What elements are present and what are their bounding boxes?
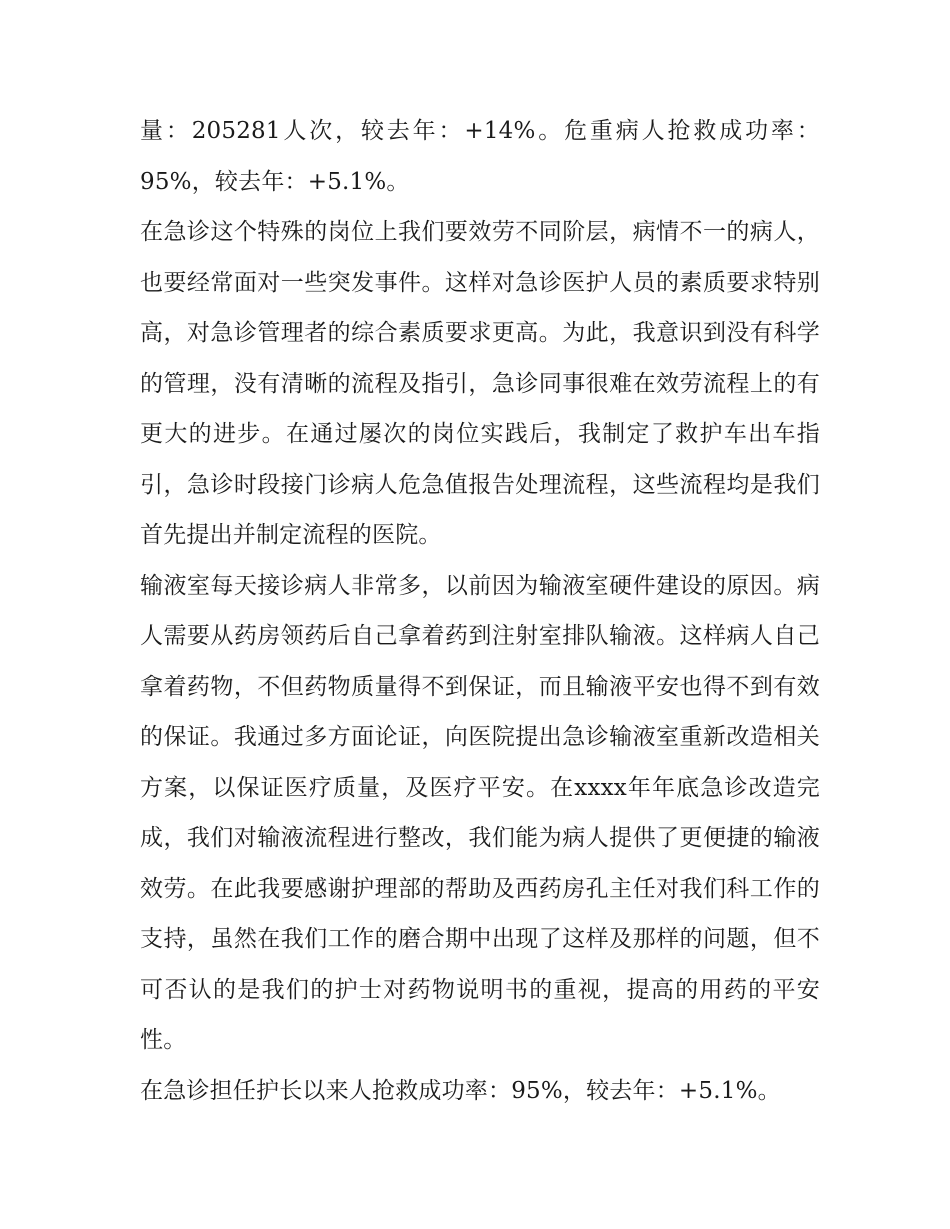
paragraph-rescue-rate: 在急诊担任护长以来人抢救成功率：95%，较去年：+5.1%。 <box>140 1077 781 1104</box>
paragraph-statistics: 量：205281人次，较去年：+14%。危重病人抢救成功率：95%，较去年：+5.1%。 <box>140 118 820 195</box>
document-body <box>140 106 820 1116</box>
paragraph-emergency-management: 在急诊这个特殊的岗位上我们要效劳不同阶层，病情不一的病人，也要经常面对一些突发事件。这样对急诊医护人员的素质要求特别高，对急诊管理者的综合素质要求更高。为此，我意识到没有科学的管理，没有清晰的流程及指引，急诊同事很难在效劳流程上的有更大的进步。在通过屡次的岗位实践后，我制定了救护车出车指引，急诊时段接门诊病人危急值报告处理流程，这些流程均是我们首先提出并制定流程的医院。 <box>140 219 820 548</box>
paragraph-infusion-room: 输液室每天接诊病人非常多，以前因为输液室硬件建设的原因。病人需要从药房领药后自己拿着药到注射室排队输液。这样病人自己拿着药物，不但药物质量得不到保证，而且输液平安也得不到有效的保证。我通过多方面论证，向医院提出急诊输液室重新改造相关方案，以保证医疗质量，及医疗平安。在xxxx年年底急诊改造完成，我们对输液流程进行整改，我们能为病人提供了更便捷的输液效劳。在此我要感谢护理部的帮助及西药房孔主任对我们科工作的支持，虽然在我们工作的磨合期中出现了这样及那样的问题，但不可否认的是我们的护士对药物说明书的重视，提高的用药的平安性。 <box>140 572 820 1053</box>
